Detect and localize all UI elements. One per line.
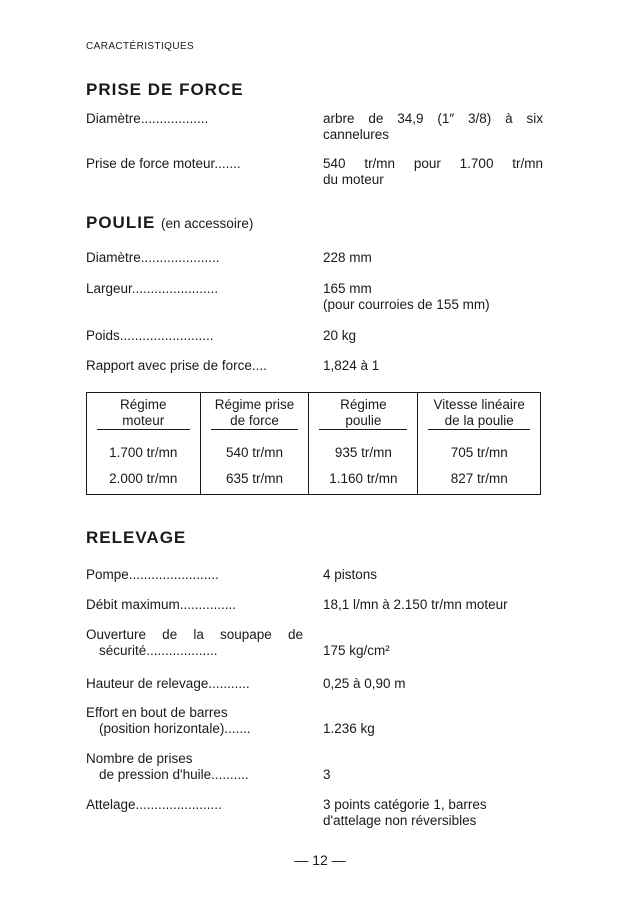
spec-value: 0,25 à 0,90 m bbox=[323, 676, 406, 691]
spec-label: Largeur....................... bbox=[86, 281, 219, 296]
spec-value: 3 points catégorie 1, barres d'attelage non réversibles bbox=[323, 797, 487, 828]
table-row bbox=[87, 466, 541, 495]
table-cell: 1.160 tr/mn bbox=[309, 466, 418, 495]
page-number: — 12 — bbox=[294, 852, 346, 868]
spec-value: 1,824 à 1 bbox=[323, 358, 380, 373]
section-subtitle-pulley: (en accessoire) bbox=[161, 216, 254, 231]
table-header-cell: Vitesse linéaire de la poulie bbox=[418, 393, 541, 437]
spec-label: Attelage....................... bbox=[86, 797, 222, 812]
spec-label: Nombre de prises de pression d'huile.......... bbox=[86, 751, 249, 782]
spec-value: 1.236 kg bbox=[323, 721, 375, 736]
table-cell: 705 tr/mn bbox=[418, 436, 541, 466]
pulley-speed-table bbox=[86, 392, 541, 495]
spec-label: Prise de force moteur....... bbox=[86, 156, 241, 171]
spec-value: 228 mm bbox=[323, 250, 372, 265]
spec-label: Ouverture de la soupape de sécurité................... bbox=[86, 627, 303, 658]
table-cell: 635 tr/mn bbox=[200, 466, 309, 495]
table-header-cell: Régime poulie bbox=[309, 393, 418, 437]
spec-value: 3 bbox=[323, 767, 331, 782]
table-cell: 935 tr/mn bbox=[309, 436, 418, 466]
section-title-pto: PRISE DE FORCE bbox=[86, 80, 244, 99]
spec-value: 18,1 l/mn à 2.150 tr/mn moteur bbox=[323, 597, 508, 612]
spec-label: Poids......................... bbox=[86, 328, 214, 343]
spec-label: Hauteur de relevage........... bbox=[86, 676, 250, 691]
spec-value: 540 tr/mn pour 1.700 tr/mn du moteur bbox=[323, 156, 543, 187]
running-header: CARACTÉRISTIQUES bbox=[86, 41, 195, 52]
spec-label: Diamètre.................. bbox=[86, 111, 209, 126]
table-cell: 540 tr/mn bbox=[200, 436, 309, 466]
spec-label: Effort en bout de barres (position horizontale)....... bbox=[86, 705, 251, 736]
table-header-cell: Régime moteur bbox=[87, 393, 201, 437]
spec-label: Rapport avec prise de force.... bbox=[86, 358, 267, 373]
spec-label: Diamètre..................... bbox=[86, 250, 220, 265]
spec-value: 175 kg/cm² bbox=[323, 643, 390, 658]
spec-value: arbre de 34,9 (1″ 3/8) à six cannelures bbox=[323, 111, 543, 142]
table-row bbox=[87, 436, 541, 466]
spec-value: 20 kg bbox=[323, 328, 357, 343]
table-header-row bbox=[87, 393, 541, 437]
table-cell: 1.700 tr/mn bbox=[87, 436, 201, 466]
section-title-lift: RELEVAGE bbox=[86, 528, 187, 547]
section-title-pulley: POULIE (en accessoire) bbox=[86, 213, 254, 232]
table-header-cell: Régime prise de force bbox=[200, 393, 309, 437]
spec-label: Débit maximum............... bbox=[86, 597, 237, 612]
table-cell: 2.000 tr/mn bbox=[87, 466, 201, 495]
spec-label: Pompe........................ bbox=[86, 567, 219, 582]
table-cell: 827 tr/mn bbox=[418, 466, 541, 495]
spec-value: 165 mm (pour courroies de 155 mm) bbox=[323, 281, 490, 312]
spec-value: 4 pistons bbox=[323, 567, 378, 582]
